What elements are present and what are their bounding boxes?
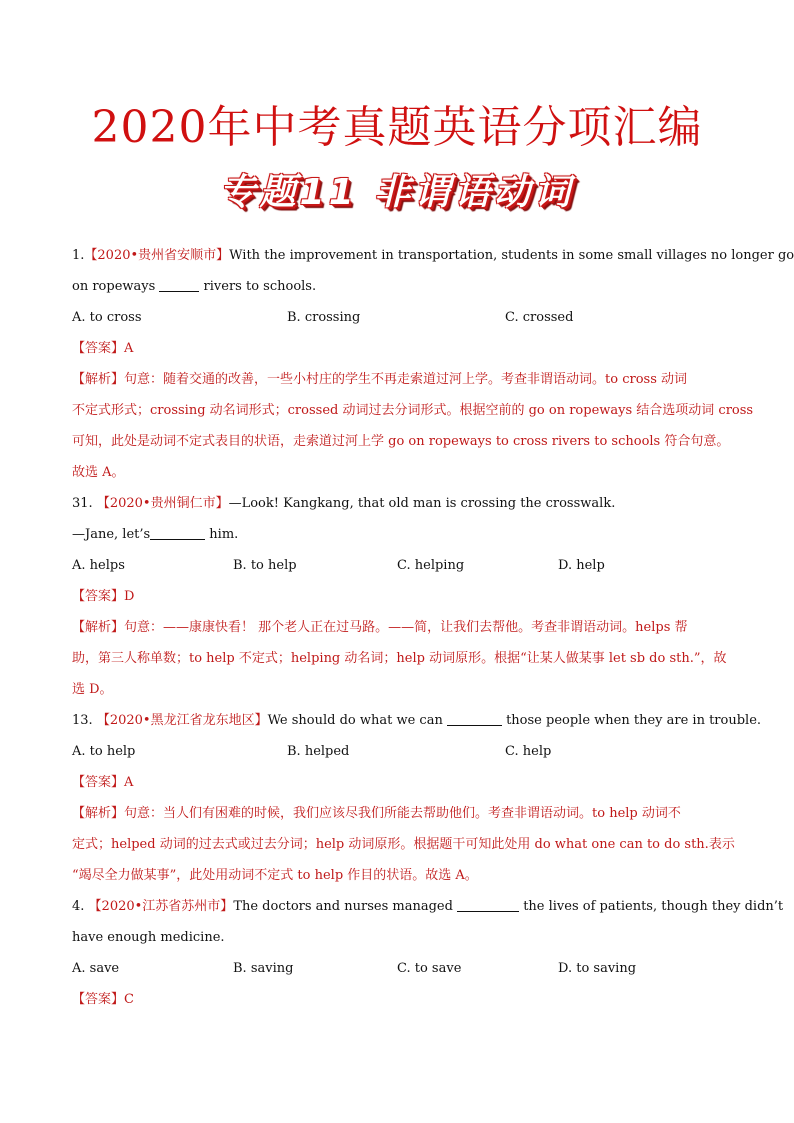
answer-value: A xyxy=(124,341,134,356)
question-item xyxy=(72,705,762,891)
question-number: 4. xyxy=(72,899,85,914)
question-stem: 1.【2020•贵州省安顺市】With the improvement in transportation, students in some small villages no longer go xyxy=(72,248,794,263)
question-stem-line: —Jane, let’s him. xyxy=(72,527,239,542)
analysis-line: 选 D。 xyxy=(72,682,113,697)
answer-label: 【答案】 xyxy=(72,341,125,356)
option-b: B. saving xyxy=(233,961,294,976)
answer-line xyxy=(72,333,732,364)
analysis-line: 可知，此处是动词不定式表目的状语，走索道过河上学 go on ropeways to cross rivers to schools 符合句意。 xyxy=(72,434,730,449)
analysis-line: “竭尽全力做某事”，此处用动词不定式 to help 作目的状语。故选 A。 xyxy=(72,868,478,883)
answer-value: D xyxy=(124,589,135,604)
option-c: C. crossed xyxy=(505,310,574,325)
option-a: A. to help xyxy=(72,744,136,759)
answer-blank xyxy=(159,277,199,292)
analysis-line: 【解析】句意：当人们有困难的时候，我们应该尽我们所能去帮助他们。考查非谓语动词。to help 动词不 xyxy=(72,806,681,821)
answer-line xyxy=(72,984,732,1015)
option-b: B. helped xyxy=(287,744,350,759)
question-item xyxy=(72,891,784,1015)
question-source: 【2020•江苏省苏州市】 xyxy=(88,899,234,914)
analysis-line: 不定式形式；crossing 动名词形式；crossed 动词过去分词形式。根据空前的 go on ropeways 结合选项动词 cross xyxy=(72,403,754,418)
question-source: 【2020•贵州省安顺市】 xyxy=(84,248,230,263)
option-d: D. help xyxy=(558,558,605,573)
analysis-label: 【解析】 xyxy=(72,372,125,387)
question-item xyxy=(72,240,794,488)
option-c: C. helping xyxy=(397,558,465,573)
question-source: 【2020•贵州铜仁市】 xyxy=(96,496,229,511)
option-a: A. to cross xyxy=(72,310,142,325)
page-title: 2020年中考真题英语分项汇编 xyxy=(91,102,703,153)
options-row xyxy=(72,736,732,767)
question-stem-line: have enough medicine. xyxy=(72,930,225,945)
answer-value: C xyxy=(124,992,134,1007)
analysis-line: 【解析】句意：随着交通的改善，一些小村庄的学生不再走索道过河上学。考查非谓语动词。to cross 动词 xyxy=(72,372,687,387)
question-number: 31. xyxy=(72,496,93,511)
answer-line xyxy=(72,581,732,612)
question-stem-line: on ropeways rivers to schools. xyxy=(72,279,317,294)
answer-blank xyxy=(447,711,502,726)
analysis-line: 故选 A。 xyxy=(72,465,125,480)
option-c: C. to save xyxy=(397,961,462,976)
analysis-line: 定式；helped 动词的过去式或过去分词；help 动词原形。根据题干可知此处用 do what one can to do sth.表示 xyxy=(72,837,735,852)
question-number: 13. xyxy=(72,713,93,728)
answer-line xyxy=(72,767,732,798)
question-stem: 31. 【2020•贵州铜仁市】—Look! Kangkang, that old man is crossing the crosswalk. xyxy=(72,496,616,511)
answer-blank xyxy=(150,525,205,540)
answer-blank xyxy=(457,897,519,912)
option-b: B. to help xyxy=(233,558,297,573)
question-list xyxy=(72,240,794,1015)
option-d: D. to saving xyxy=(558,961,637,976)
analysis-label: 【解析】 xyxy=(72,806,125,821)
options-row xyxy=(72,550,732,581)
question-number: 1. xyxy=(72,248,85,263)
option-c: C. help xyxy=(505,744,552,759)
question-stem: 13. 【2020•黑龙江省龙东地区】We should do what we can those people when they are in trouble. xyxy=(72,713,762,728)
question-item xyxy=(72,488,732,705)
option-a: A. save xyxy=(72,961,120,976)
answer-label: 【答案】 xyxy=(72,589,125,604)
answer-value: A xyxy=(124,775,134,790)
answer-label: 【答案】 xyxy=(72,775,125,790)
analysis-label: 【解析】 xyxy=(72,620,125,635)
question-stem: 4. 【2020•江苏省苏州市】The doctors and nurses managed the lives of patients, though they didn’t xyxy=(72,899,784,914)
options-row xyxy=(72,302,732,333)
option-b: B. crossing xyxy=(287,310,361,325)
analysis-line: 助，第三人称单数；to help 不定式；helping 动名词；help 动词原形。根据“让某人做某事 let sb do sth.”，故 xyxy=(72,651,727,666)
analysis-line: 【解析】句意：——康康快看！ 那个老人正在过马路。——简，让我们去帮他。考查非谓语动词。helps 帮 xyxy=(72,620,688,635)
page-subtitle: 专题11 非谓语动词 xyxy=(219,172,575,213)
answer-label: 【答案】 xyxy=(72,992,125,1007)
option-a: A. helps xyxy=(72,558,125,573)
options-row xyxy=(72,953,732,984)
question-source: 【2020•黑龙江省龙东地区】 xyxy=(96,713,268,728)
